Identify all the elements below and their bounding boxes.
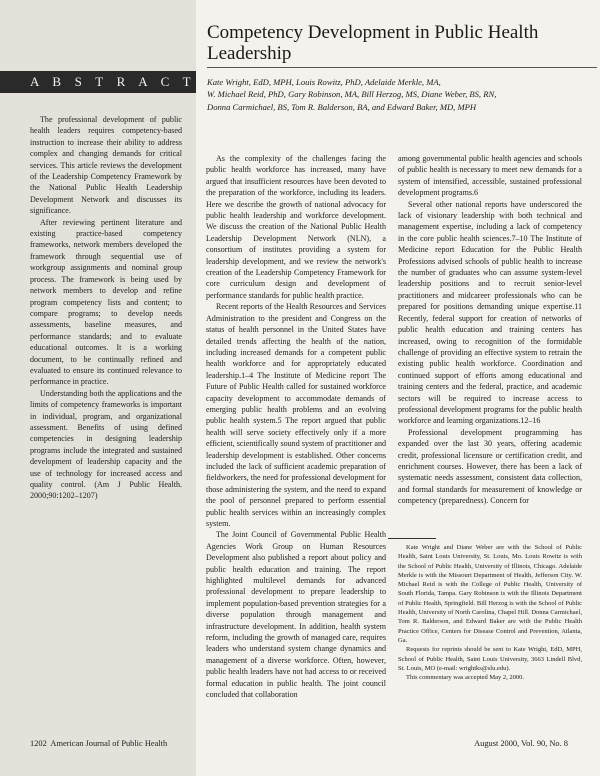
title-divider <box>207 67 597 68</box>
abstract-heading: A B S T R A C T <box>0 71 196 93</box>
abstract-text <box>30 114 182 502</box>
body-paragraph: The Joint Council of Governmental Public Health Agencies Work Group on Human Resources Development also published a report about policy and public health education and training. The report highlighted multilevel demands for advanced professional development to prepare leadership to implement population-based prevention strategies for a diverse population through management and infrastructure development. In addition, health system reform, including the growth of managed care, requires leaders who understand system change dynamics and management of a diverse workforce. Often, however, public health leaders have not had access to or received formal education in public health. The joint council concluded that collaboration <box>206 530 386 700</box>
footnote-paragraph: This commentary was accepted May 2, 2000. <box>406 674 525 682</box>
author-line: Donna Carmichael, BS, Tom R. Balderson, BA, and Edward Baker, MD, MPH <box>207 101 477 112</box>
body-column-1 <box>206 153 386 701</box>
issue-info: August 2000, Vol. 90, No. 8 <box>474 739 568 748</box>
author-affiliations <box>398 543 582 682</box>
author-list <box>207 76 597 113</box>
footnote-paragraph: Requests for reprints should be sent to Kate Wright, EdD, MPH, School of Public Health, Saint Louis University, 3663 Lindell Blvd, St. Louis, MO (e-mail: wrightks@slu.edu). <box>398 646 582 672</box>
article-title: Competency Development in Public Health Leadership <box>207 22 539 64</box>
page-number: 1202 <box>30 739 47 748</box>
body-paragraph: among governmental public health agencies and schools of public health is necessary to meet new demands for a system of intensified, accessible, sustained professional development programs.6 <box>398 154 582 198</box>
footnote-paragraph: Kate Wright and Diane Weber are with the School of Public Health, Saint Louis University, St. Louis, Mo. Louis Rowitz is with the School of Public Health, University of Illinois, Chicago. Adelaide Merkle is with the Missouri Department of Health, Jefferson City. W. Michael Reid is with the College of Public Health, University of South Florida, Tampa. Gary Robinson is with the Illinois Department of Public Health, Springfield. Bill Herzog is with the School of Public Health, University of North Carolina, Chapel Hill. Donna Carmichael, Tom R. Balderson, and Edward Baker are with the Public Health Practice Office, Centers for Disease Control and Prevention, Atlanta, Ga. <box>398 544 582 644</box>
journal-name: American Journal of Public Health <box>50 739 168 748</box>
abstract-paragraph: The professional development of public health leaders requires competency-based instruction to increase their ability to address complex and changing demands for critical services. This article reviews the development of the Leadership Competency Framework by the National Public Health Leadership Development Network and discusses its significance. <box>30 115 182 216</box>
body-paragraph: Recent reports of the Health Resources and Services Administration to the president and Congress on the status of health personnel in the United States have detailed trends affecting the health of the nation, including increased demands for a competent public health workforce and for appropriately educated leadership.1–4 The Institute of Medicine report The Future of Public Health called for sustained workforce capacity development to accommodate demands of emerging public health problems and an evolving public health system.5 The report argued that public health will serve society effectively only if a more efficient, scientifically sound system of practitioner and leadership development is established. Other concerns included the lack of sufficient academic preparation of fieldworkers, the need for professional development for those administering the system, and the need to expand the pool of personnel prepared to perform essential public health services within an increasingly complex system. <box>206 302 386 528</box>
body-paragraph: Professional development programming has expanded over the last 30 years, offering academic credit, professional licensure or certification credit, and enrichment courses. However, there has been a lack of systematic needs assessment, consistent data collection, and formal standards for measurement of knowledge or competency (preparedness). Concern for <box>398 427 582 506</box>
author-line: Kate Wright, EdD, MPH, Louis Rowitz, PhD, Adelaide Merkle, MA, <box>207 77 441 87</box>
body-paragraph: As the complexity of the challenges facing the public health workforce has increased, many have argued that insufficient resources have been devoted to the preparation of the workforce, including its leaders. Here we describe the growth of national advocacy for public health leadership and workforce development. We discuss the creation of the National Public Health Leadership Development Network (NLN), a consortium of institutes providing a system for leadership development, and we review the network's creation of the Leadership Competency Framework for core curriculum design and development of performance standards for public health practice. <box>206 154 386 300</box>
author-line: W. Michael Reid, PhD, Gary Robinson, MA, Bill Herzog, MS, Diane Weber, BS, RN, <box>207 89 497 100</box>
body-column-2 <box>398 153 582 507</box>
body-paragraph: Several other national reports have underscored the lack of visionary leadership with both technical and management expertise, including a lack of competency in the core public health sciences.7–10 The Institute of Medicine report Education for the Public Health Professions advised schools of public health to increase the number of graduates who can assume system-level leadership positions and to recruit senior-level practitioners and midcareer professionals who can be prepared for positions demanding unique expertise.11 Recently, federal support for creation of networks of public health education and training centers has increased, owing to recognition of the formidable challenge of providing an effective system to retrain the existing public health workforce. Coordination and continued support of efforts among educational and training centers and the federal, practice, and academic sectors will be required to increase access to professional development programs for the public health workforce and learning organizations.12–16 <box>398 199 582 426</box>
footnote-divider <box>388 538 436 539</box>
page-footer-left <box>30 739 169 748</box>
abstract-paragraph: After reviewing pertinent literature and existing practice-based competency frameworks, network members developed the framework through sequential use of workgroup assignments and nominal group process. The framework is being used by network members to develop and refine program competency lists and content; to compare programs; to develop needs assessments, baseline measures, and performance standards; and to evaluate educational outcomes. It is a working document, to be continually refined and evaluated to ensure its continued relevance to performance in practice. <box>30 217 182 387</box>
abstract-paragraph: Understanding both the applications and the limits of competency frameworks is important in individual, program, and organizational assessment. Benefits of using defined competencies in designing leadership programs include the integrated and sustained development of leadership capacity and the use of technology for increased access and quality control. (Am J Public Health. 2000;90:1202–1207) <box>30 388 182 501</box>
